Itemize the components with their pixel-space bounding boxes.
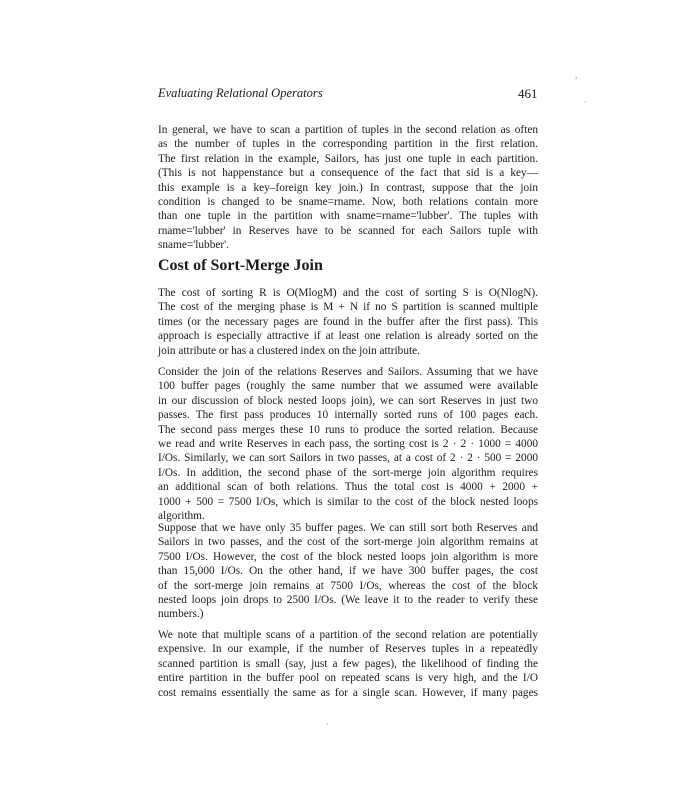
text-line: numbers.) — [158, 608, 204, 621]
text-line: 7500 I/Os. However, the cost of the block nested loops join algorithm is more — [158, 550, 538, 563]
scan-speck: ' — [575, 76, 578, 85]
text-line: Sailors in two passes, and the cost of the sort-merge join algorithm remains at — [158, 536, 538, 549]
paragraph-sort-cost — [158, 286, 538, 358]
text-line: 1000 + 500 = 7500 I/Os, which is similar to the cost of the block nested loops — [158, 495, 538, 508]
page-number: 461 — [518, 86, 538, 101]
text-line: than one tuple in the partition with sname=rname='lubber'. The tuples with — [158, 210, 538, 223]
text-line: We note that multiple scans of a partition of the second relation are potentially — [158, 629, 538, 641]
text-line: The first relation in the example, Sailors, has just one tuple in each partition. — [158, 152, 538, 165]
text-line: algorithm. — [158, 510, 205, 523]
paragraph-join-partitions — [158, 123, 538, 253]
text-line: cost remains essentially the same as for a single scan. However, if many pages — [158, 686, 538, 699]
text-line: an additional scan of both relations. Thus the total cost is 4000 + 2000 + — [158, 481, 538, 494]
paragraph-example-35-pages — [158, 521, 538, 622]
text-line: we read and write Reserves in each pass, the sorting cost is 2 · 2 · 1000 = 4000 — [158, 438, 538, 451]
text-line: (This is not happenstance but a consequence of the fact that sid is a key— — [158, 167, 538, 180]
text-line: rname='lubber' in Reserves have to be scanned for each Sailors tuple with — [158, 224, 538, 237]
text-line: in our discussion of block nested loops join), we can sort Reserves in just two — [158, 394, 538, 407]
running-head: Evaluating Relational Operators — [158, 86, 323, 100]
paragraph-example-100-pages — [158, 365, 538, 523]
text-line: scanned partition is small (say, just a few pages), the likelihood of finding the — [158, 657, 538, 670]
text-line: entire partition in the buffer pool on repeated scans is very high, and the I/O — [158, 672, 538, 685]
text-line: 100 buffer pages (roughly the same number that we assumed were available — [158, 380, 538, 393]
paragraph-multiple-scans — [158, 628, 538, 700]
text-line: I/Os. In addition, the second phase of the sort-merge join algorithm requires — [158, 466, 538, 479]
scan-speck: · — [326, 720, 329, 729]
scan-speck: · — [584, 98, 587, 107]
text-line: join attribute or has a clustered index on the join attribute. — [158, 344, 420, 357]
text-line: In general, we have to scan a partition of tuples in the second relation as often — [158, 124, 538, 136]
text-line: The second pass merges these 10 runs to produce the sorted relation. Because — [158, 423, 538, 436]
text-line: of the sort-merge join remains at 7500 I/Os, whereas the cost of the block — [158, 579, 538, 592]
text-line: I/Os. Similarly, we can sort Sailors in two passes, at a cost of 2 · 2 · 500 = 2000 — [158, 452, 538, 465]
text-line: condition is changed to be sname=rname. Now, both relations contain more — [158, 196, 538, 209]
text-line: Suppose that we have only 35 buffer pages. We can still sort both Reserves and — [158, 522, 538, 534]
text-line: sname='lubber'. — [158, 239, 229, 252]
text-line: times (or the necessary pages are found in the buffer after the first pass). This — [158, 315, 538, 328]
text-line: approach is especially attractive if at least one relation is already sorted on the — [158, 330, 538, 343]
text-line: The cost of sorting R is O(MlogM) and the cost of sorting S is O(NlogN). — [158, 287, 538, 299]
text-line: passes. The first pass produces 10 internally sorted runs of 100 pages each. — [158, 409, 538, 422]
text-line: Consider the join of the relations Reserves and Sailors. Assuming that we have — [158, 366, 538, 378]
text-line: this example is a key–foreign key join.) In contrast, suppose that the join — [158, 181, 538, 194]
text-line: expensive. In our example, if the number of Reserves tuples in a repeatedly — [158, 643, 538, 656]
text-line: than 15,000 I/Os. On the other hand, if we have 300 buffer pages, the cost — [158, 565, 538, 578]
text-line: nested loops join drops to 2500 I/Os. (We leave it to the reader to verify these — [158, 594, 538, 607]
text-line: as the number of tuples in the corresponding partition in the first relation. — [158, 138, 538, 151]
text-line: The cost of the merging phase is M + N if no S partition is scanned multiple — [158, 301, 538, 314]
section-title: Cost of Sort-Merge Join — [158, 257, 323, 274]
